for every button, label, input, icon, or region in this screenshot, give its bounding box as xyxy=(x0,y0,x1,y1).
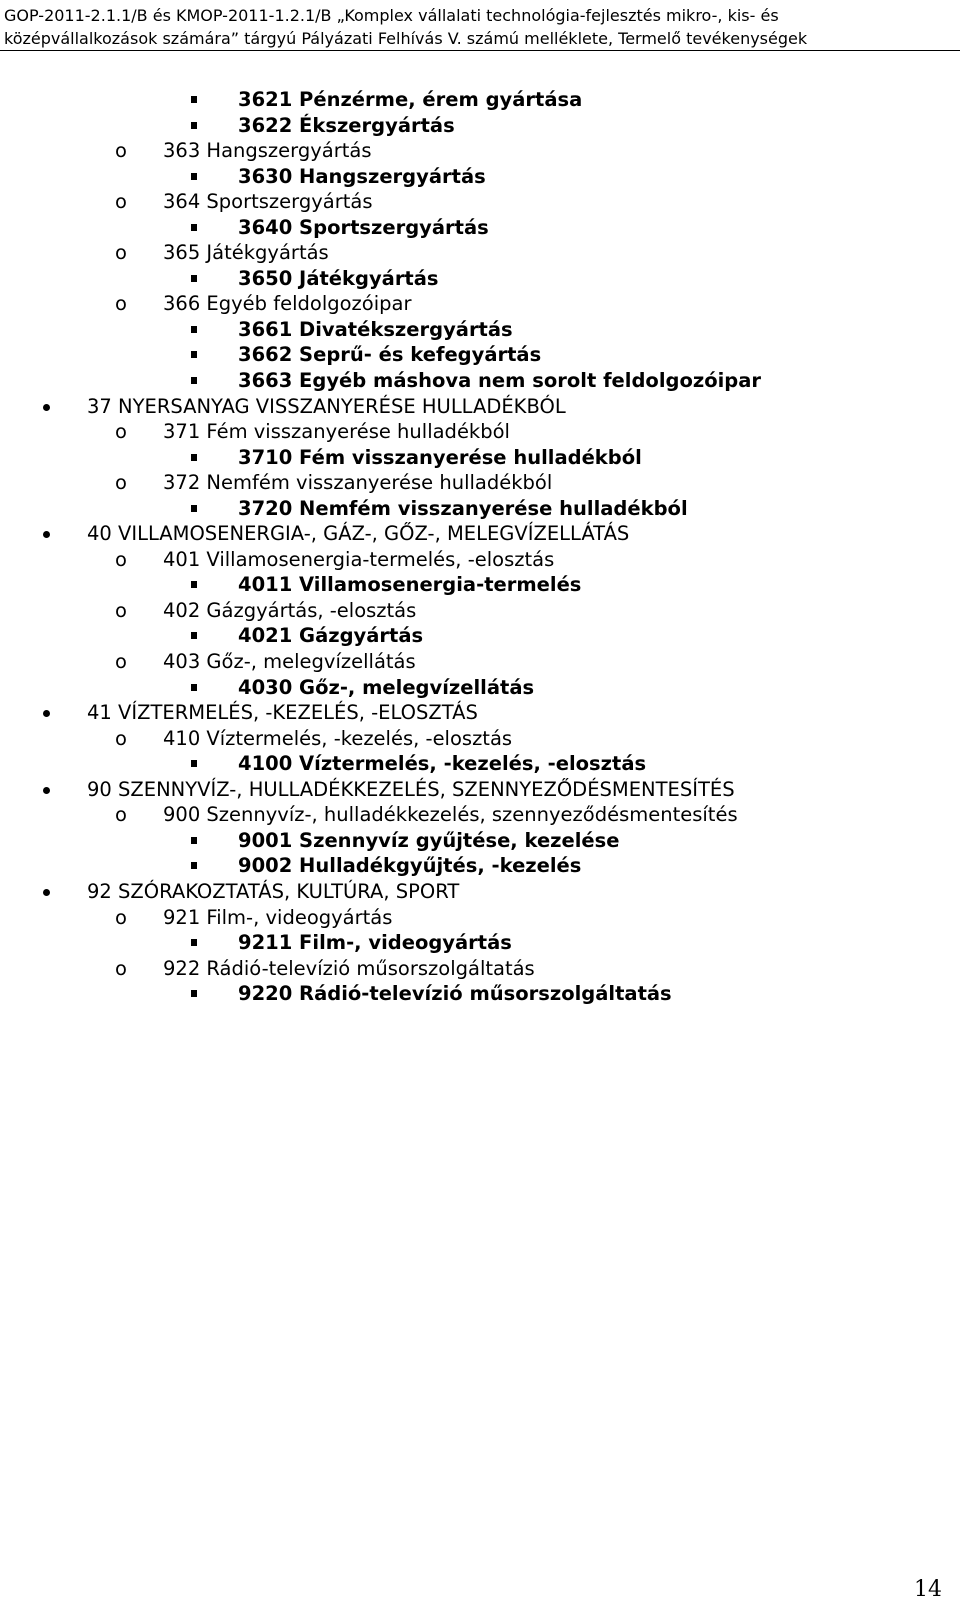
bullet-disc-icon xyxy=(41,777,53,803)
list-item xyxy=(0,342,960,368)
bullet-circle-icon: o xyxy=(115,471,127,495)
bullet-disc-icon xyxy=(41,700,53,726)
list-item-text: 371 Fém visszanyerése hulladékból xyxy=(163,420,510,444)
bullet-square-icon xyxy=(189,496,199,522)
list-item-text: 3640 Sportszergyártás xyxy=(238,215,489,239)
list-item-text: 921 Film-, videogyártás xyxy=(163,905,393,929)
list-item-text: 3621 Pénzérme, érem gyártása xyxy=(238,88,583,111)
bullet-circle-icon: o xyxy=(115,139,127,163)
list-item xyxy=(0,853,960,879)
list-item-text: 90 SZENNYVÍZ-, HULLADÉKKEZELÉS, SZENNYEZŐDÉSMENTESÍTÉS xyxy=(87,777,735,801)
list-item-text: 366 Egyéb feldolgozóipar xyxy=(163,292,412,316)
list-item-text: 402 Gázgyártás, -elosztás xyxy=(163,598,417,622)
list-item-text: 37 NYERSANYAG VISSZANYERÉSE HULLADÉKBÓL xyxy=(87,394,566,418)
list-item-text: 3662 Seprű- és kefegyártás xyxy=(238,343,542,367)
list-item xyxy=(0,240,960,266)
list-item xyxy=(0,623,960,649)
list-item xyxy=(0,521,960,547)
bullet-circle-icon: o xyxy=(115,598,127,622)
list-item xyxy=(0,496,960,522)
list-item-text: 4011 Villamosenergia-termelés xyxy=(238,573,582,597)
bullet-disc-icon xyxy=(41,521,53,547)
list-item xyxy=(0,879,960,905)
bullet-circle-icon: o xyxy=(115,420,127,444)
list-item-text: 3710 Fém visszanyerése hulladékból xyxy=(238,445,642,469)
bullet-circle-icon: o xyxy=(115,547,127,571)
bullet-square-icon xyxy=(189,828,199,854)
bullet-square-icon xyxy=(189,113,199,139)
list-item-text: 365 Játékgyártás xyxy=(163,241,329,265)
bullet-square-icon xyxy=(189,87,199,113)
bullet-circle-icon: o xyxy=(115,905,127,929)
bullet-square-icon xyxy=(189,572,199,598)
activity-code-list xyxy=(0,87,960,1007)
list-item xyxy=(0,726,960,752)
list-item xyxy=(0,266,960,292)
list-item-text: 401 Villamosenergia-termelés, -elosztás xyxy=(163,547,555,571)
list-item xyxy=(0,189,960,215)
list-item xyxy=(0,649,960,675)
list-item-text: 9002 Hulladékgyűjtés, -kezelés xyxy=(238,854,582,878)
list-item-text: 3720 Nemfém visszanyerése hulladékból xyxy=(238,496,688,520)
list-item-text: 3663 Egyéb máshova nem sorolt feldolgozóipar xyxy=(238,369,762,393)
bullet-square-icon xyxy=(189,164,199,190)
list-item-text: 3630 Hangszergyártás xyxy=(238,164,486,188)
list-item-text: 3622 Ékszergyártás xyxy=(238,113,455,137)
bullet-circle-icon: o xyxy=(115,650,127,674)
list-item xyxy=(0,828,960,854)
bullet-square-icon xyxy=(189,215,199,241)
list-item-text: 9001 Szennyvíz gyűjtése, kezelése xyxy=(238,828,620,852)
list-item-text: 4100 Víztermelés, -kezelés, -elosztás xyxy=(238,752,647,776)
page-header xyxy=(4,4,954,50)
bullet-square-icon xyxy=(189,445,199,471)
list-item-text: 410 Víztermelés, -kezelés, -elosztás xyxy=(163,726,513,750)
list-item xyxy=(0,598,960,624)
bullet-square-icon xyxy=(189,981,199,1007)
list-item xyxy=(0,572,960,598)
list-item xyxy=(0,547,960,573)
list-item xyxy=(0,291,960,317)
list-item xyxy=(0,317,960,343)
bullet-disc-icon xyxy=(41,879,53,905)
list-item-text: 40 VILLAMOSENERGIA-, GÁZ-, GŐZ-, MELEGVÍZELLÁTÁS xyxy=(87,522,630,546)
list-item-text: 403 Gőz-, melegvízellátás xyxy=(163,650,416,674)
bullet-square-icon xyxy=(189,342,199,368)
list-item-text: 3661 Divatékszergyártás xyxy=(238,317,513,341)
bullet-circle-icon: o xyxy=(115,292,127,316)
list-item xyxy=(0,215,960,241)
bullet-square-icon xyxy=(189,623,199,649)
bullet-square-icon xyxy=(189,751,199,777)
bullet-square-icon xyxy=(189,317,199,343)
list-item-text: 922 Rádió-televízió műsorszolgáltatás xyxy=(163,956,535,980)
bullet-circle-icon: o xyxy=(115,190,127,214)
list-item-text: 363 Hangszergyártás xyxy=(163,139,372,163)
bullet-square-icon xyxy=(189,266,199,292)
bullet-disc-icon xyxy=(41,394,53,420)
list-item-text: 372 Nemfém visszanyerése hulladékból xyxy=(163,471,553,495)
list-item xyxy=(0,981,960,1007)
bullet-circle-icon: o xyxy=(115,726,127,750)
bullet-square-icon xyxy=(189,675,199,701)
bullet-circle-icon: o xyxy=(115,803,127,827)
list-item-text: 92 SZÓRAKOZTATÁS, KULTÚRA, SPORT xyxy=(87,879,460,903)
list-item xyxy=(0,368,960,394)
list-item xyxy=(0,700,960,726)
bullet-circle-icon: o xyxy=(115,956,127,980)
bullet-square-icon xyxy=(189,853,199,879)
list-item xyxy=(0,777,960,803)
list-item xyxy=(0,470,960,496)
bullet-square-icon xyxy=(189,930,199,956)
list-item-text: 900 Szennyvíz-, hulladékkezelés, szennyeződésmentesítés xyxy=(163,803,738,827)
list-item-text: 41 VÍZTERMELÉS, -KEZELÉS, -ELOSZTÁS xyxy=(87,701,478,725)
list-item xyxy=(0,956,960,982)
list-item xyxy=(0,802,960,828)
list-item-text: 4030 Gőz-, melegvízellátás xyxy=(238,675,535,699)
header-line-1: GOP-2011-2.1.1/B és KMOP-2011-1.2.1/B „Komplex vállalati technológia-fejlesztés mikro-, kis- és xyxy=(4,6,779,25)
list-item xyxy=(0,138,960,164)
list-item xyxy=(0,87,960,113)
bullet-square-icon xyxy=(189,368,199,394)
list-item xyxy=(0,164,960,190)
list-item xyxy=(0,751,960,777)
list-item xyxy=(0,394,960,420)
list-item xyxy=(0,113,960,139)
bullet-circle-icon: o xyxy=(115,241,127,265)
header-divider xyxy=(0,50,960,51)
page-number: 14 xyxy=(914,1577,942,1602)
list-item-text: 3650 Játékgyártás xyxy=(238,266,439,290)
list-item-text: 4021 Gázgyártás xyxy=(238,624,424,648)
header-line-2: középvállalkozások számára” tárgyú Pályázati Felhívás V. számú melléklete, Termelő tevékenységek xyxy=(4,29,808,48)
list-item xyxy=(0,905,960,931)
list-item xyxy=(0,419,960,445)
list-item xyxy=(0,930,960,956)
list-item-text: 9220 Rádió-televízió műsorszolgáltatás xyxy=(238,982,672,1006)
list-item-text: 364 Sportszergyártás xyxy=(163,190,373,214)
list-item-text: 9211 Film-, videogyártás xyxy=(238,931,512,955)
list-item xyxy=(0,675,960,701)
list-item xyxy=(0,445,960,471)
